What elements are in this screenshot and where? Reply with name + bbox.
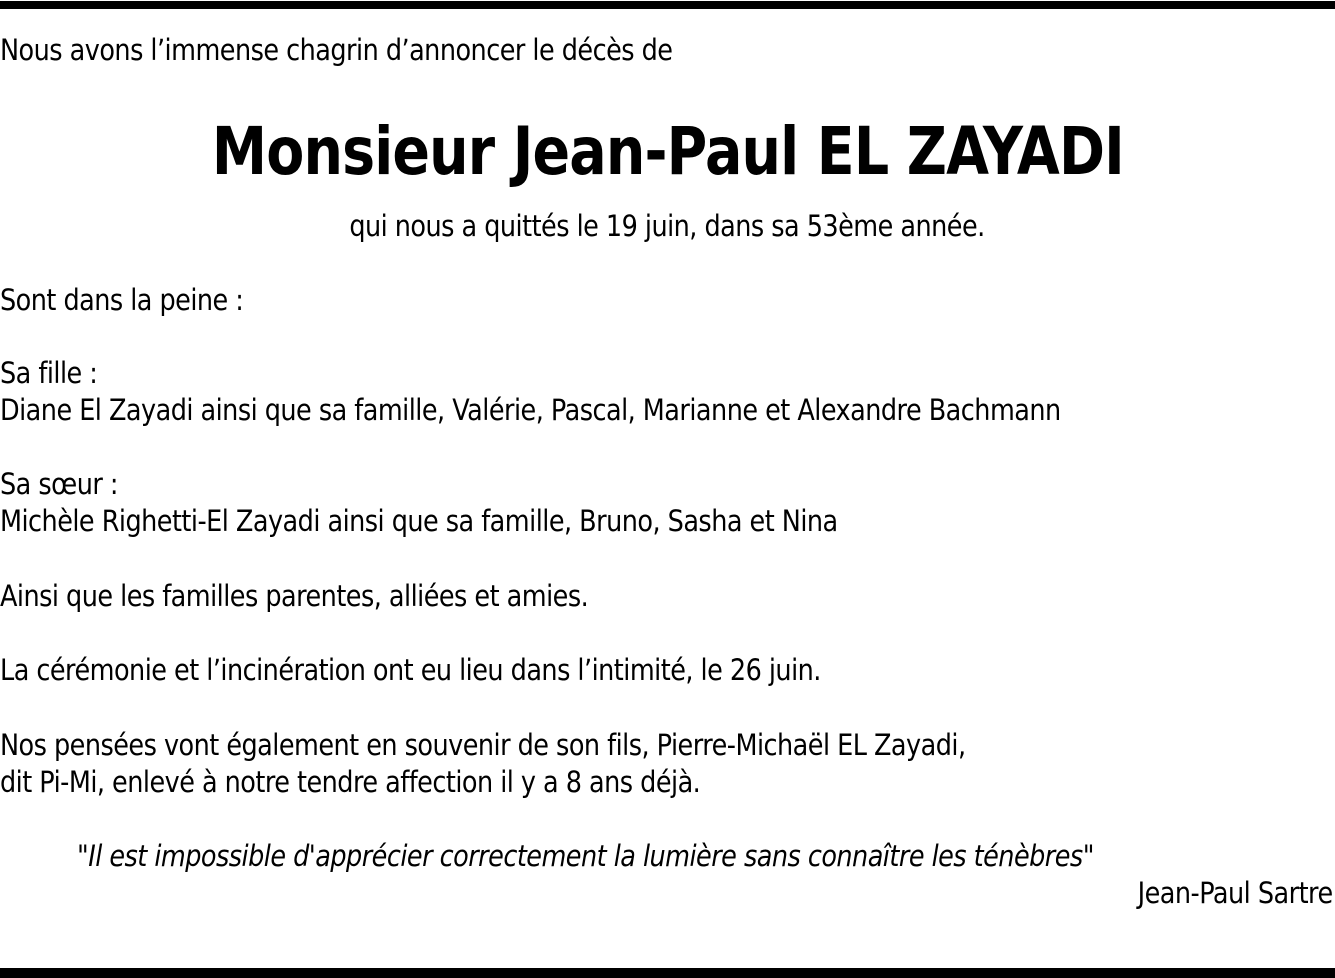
quote-author: Jean-Paul Sartre xyxy=(1137,876,1333,910)
remembrance-line-2: dit Pi-Mi, enlevé à notre tendre affection il y a 8 ans déjà. xyxy=(0,765,701,799)
sister-names: Michèle Righetti-El Zayadi ainsi que sa famille, Bruno, Sasha et Nina xyxy=(0,504,838,538)
families-text: Ainsi que les familles parentes, alliées et amies. xyxy=(0,579,589,613)
bottom-border-rule xyxy=(0,968,1335,978)
deceased-name-heading xyxy=(0,112,1335,192)
daughter-label: Sa fille : xyxy=(0,356,98,390)
sister-label: Sa sœur : xyxy=(0,467,118,501)
top-border-rule xyxy=(0,1,1335,9)
daughter-names: Diane El Zayadi ainsi que sa famille, Valérie, Pascal, Marianne et Alexandre Bachmann xyxy=(0,393,1061,427)
remembrance-line-1: Nos pensées vont également en souvenir de son fils, Pierre-Michaël EL Zayadi, xyxy=(0,728,966,762)
deceased-name: Monsieur Jean-Paul EL ZAYADI xyxy=(211,113,1124,190)
ceremony-text: La cérémonie et l’incinération ont eu lieu dans l’intimité, le 26 juin. xyxy=(0,653,821,687)
passing-note-line xyxy=(0,208,1335,245)
passing-note: qui nous a quittés le 19 juin, dans sa 53ème année. xyxy=(349,209,986,243)
mourners-heading: Sont dans la peine : xyxy=(0,283,244,317)
quote-text: "Il est impossible d'apprécier correctement la lumière sans connaître les ténèbres" xyxy=(77,839,1094,873)
intro-text: Nous avons l’immense chagrin d’annoncer le décès de xyxy=(0,33,673,67)
